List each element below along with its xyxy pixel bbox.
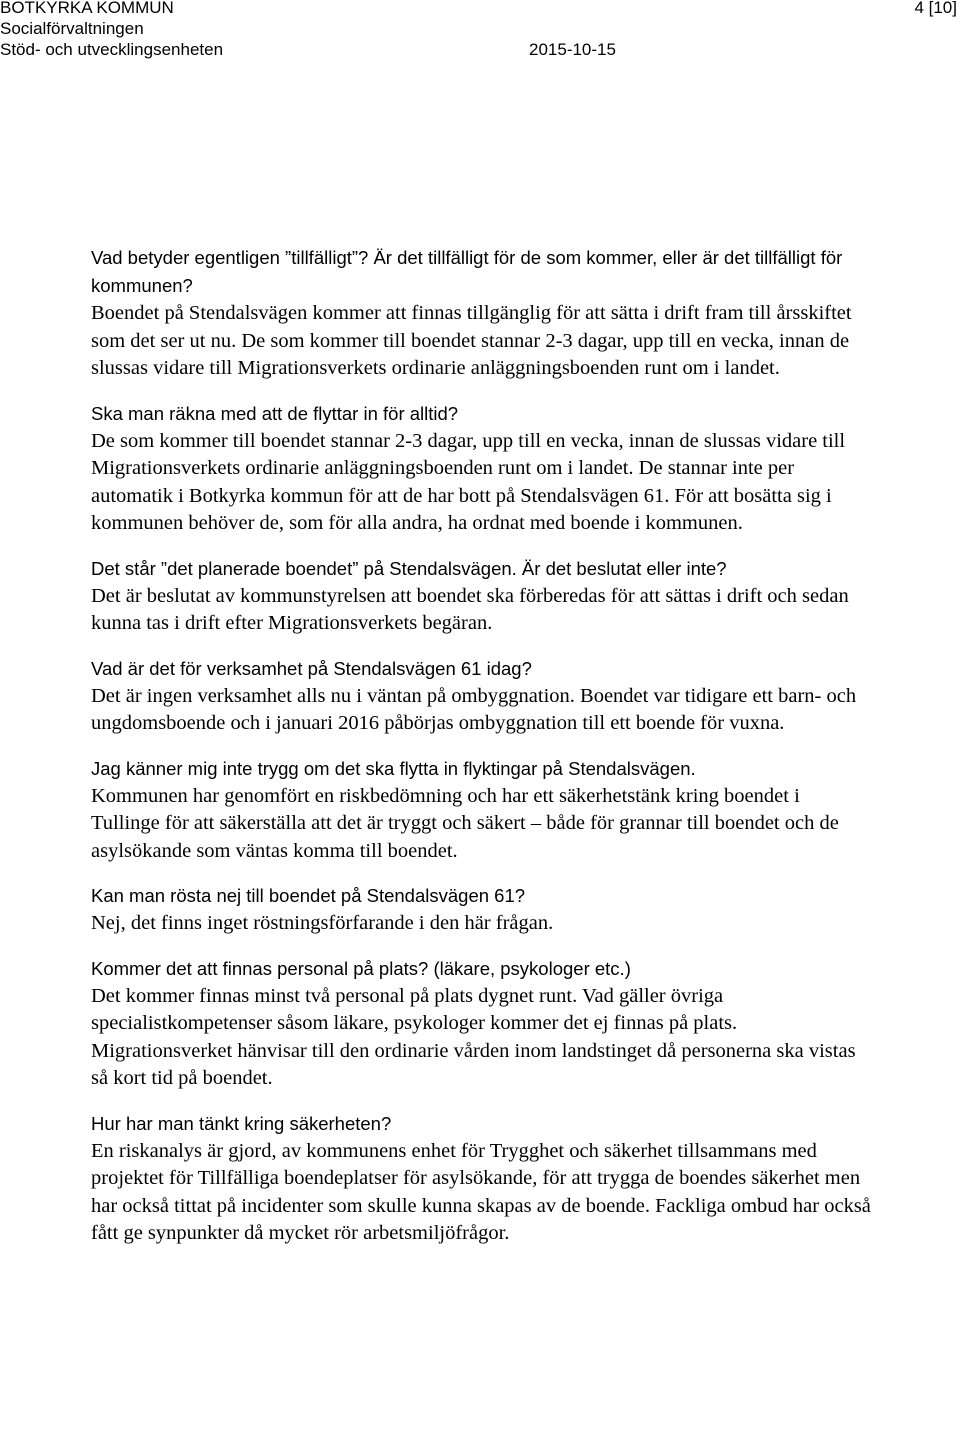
faq-question: Kan man rösta nej till boendet på Stendalsvägen 61?	[91, 885, 526, 906]
unit-name: Stöd- och utvecklingsenheten	[0, 40, 224, 59]
faq-question: Jag känner mig inte trygg om det ska flytta in flyktingar på Stendalsvägen.	[91, 757, 696, 779]
faq-answer: En riskanalys är gjord, av kommunens enhet för Trygghet och säkerhet tillsammans med projektet för Tillfälliga boendeplatser för asylsökande, för att trygga de boendes säkerhet men har också tittat på incidenter som skulle kunna skapas av de boende. Fackliga ombud har också fått ge synpunkter då mycket rör arbetsmiljöfrågor.	[91, 1139, 871, 1244]
page-number: 4 [10]	[914, 0, 957, 17]
faq-item	[91, 244, 871, 383]
organization-name: BOTKYRKA KOMMUN	[0, 0, 174, 17]
faq-answer: Boendet på Stendalsvägen kommer att finnas tillgänglig för att sätta i drift fram till årsskiftet som det ser ut nu. De som kommer till boendet stannar 2-3 dagar, upp till en vecka, innan de slussas vidare till Migrationsverkets ordinarie anläggningsboenden runt om i landet.	[91, 302, 852, 379]
faq-item	[91, 755, 871, 866]
faq-answer: Det kommer finnas minst två personal på plats dygnet runt. Vad gäller övriga specialistkompetenser såsom läkare, psykologer kommer det ej finnas på plats. Migrationsverket hänvisar till den ordinarie vården inom landstinget då personerna ska vistas så kort tid på boendet.	[91, 984, 856, 1089]
faq-answer: De som kommer till boendet stannar 2-3 dagar, upp till en vecka, innan de slussas vidare till Migrationsverkets ordinarie anläggningsboenden runt om i landet. De stannar inte per automatik i Botkyrka kommun för att de har bott på Stendalsvägen 61. För att bosätta sig i kommunen behöver de, som för alla andra, ha ordnat med boende i kommunen.	[91, 429, 846, 534]
faq-answer: Det är beslutat av kommunstyrelsen att boendet ska förberedas för att sättas i drift och sedan kunna tas i drift efter Migrationsverkets begäran.	[91, 584, 849, 634]
faq-item	[91, 955, 871, 1093]
faq-question: Vad betyder egentligen ”tillfälligt”? Är det tillfälligt för de som kommer, eller är det tillfälligt för kommunen?	[91, 247, 843, 296]
faq-item	[91, 882, 871, 938]
faq-answer: Kommunen har genomfört en riskbedömning och har ett säkerhetstänk kring boendet i Tullinge för att säkerställa att det är tryggt och säkert – både för grannar till boendet och de asylsökande som väntas komma till boendet.	[91, 784, 839, 862]
document-date: 2015-10-15	[529, 40, 616, 59]
faq-item	[91, 1110, 871, 1248]
document-header	[0, 0, 960, 62]
faq-question: Kommer det att finnas personal på plats? (läkare, psykologer etc.)	[91, 957, 631, 979]
faq-body	[91, 244, 871, 1265]
faq-question: Hur har man tänkt kring säkerheten?	[91, 1112, 392, 1134]
faq-question: Det står ”det planerade boendet” på Stendalsvägen. Är det beslutat eller inte?	[91, 557, 727, 579]
faq-answer: Nej, det finns inget röstningsförfarande i den här frågan.	[91, 912, 554, 934]
faq-question: Vad är det för verksamhet på Stendalsvägen 61 idag?	[91, 657, 532, 679]
faq-item	[91, 400, 871, 538]
department-name: Socialförvaltningen	[0, 19, 144, 38]
faq-item	[91, 655, 871, 738]
faq-item	[91, 555, 871, 638]
faq-answer: Det är ingen verksamhet alls nu i väntan på ombyggnation. Boendet var tidigare ett barn- och ungdomsboende och i januari 2016 påbörjas ombyggnation till ett boende för vuxna.	[91, 684, 857, 734]
faq-question: Ska man räkna med att de flyttar in för alltid?	[91, 402, 459, 424]
